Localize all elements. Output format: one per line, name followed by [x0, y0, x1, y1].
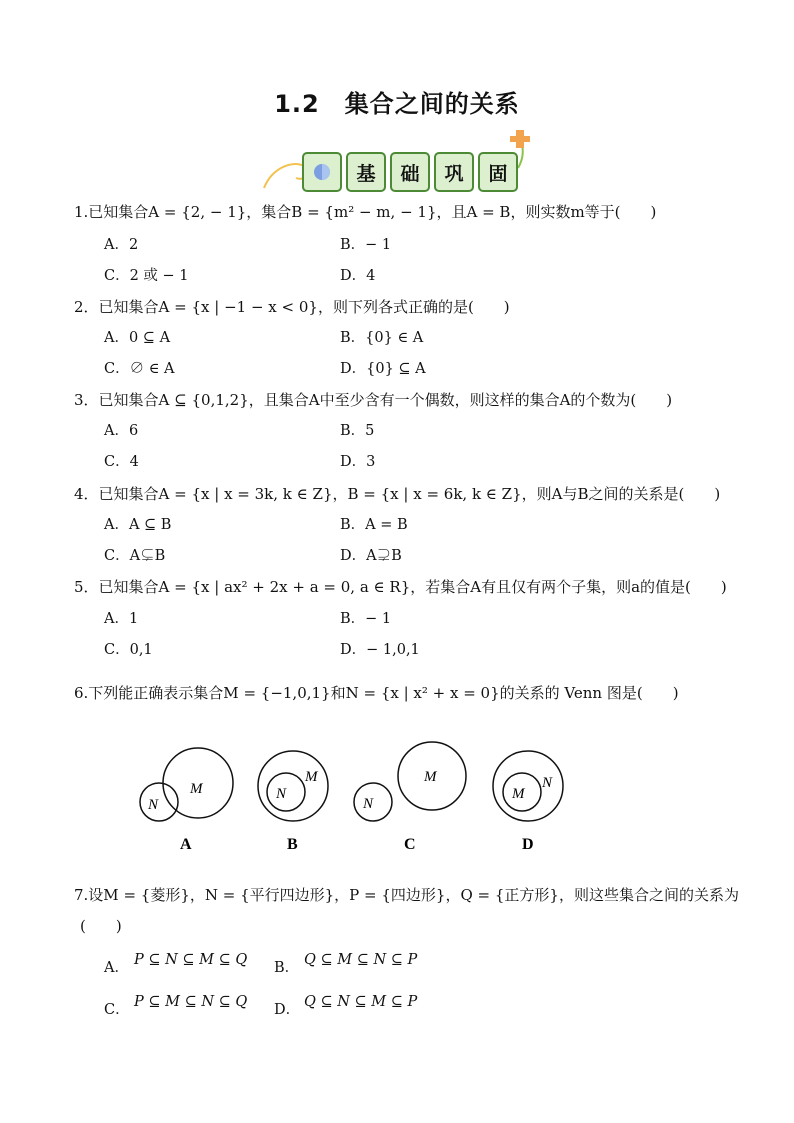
q1-option-a: A．2: [104, 237, 139, 253]
q3-option-a: A．6: [104, 423, 139, 439]
venn-d-label: D: [522, 836, 534, 853]
venn-c-inner-label: N: [363, 796, 374, 812]
question-1-stem: 1.已知集合A = {2, − 1}，集合B = {m² − m, − 1}，且A = B，则实数m等于( ): [74, 203, 657, 221]
q3-option-c: C．4: [104, 454, 139, 470]
question-4-stem: 4．已知集合A = {x | x = 3k, k ∈ Z}，B = {x | x = 6k, k ∈ Z}，则A与B之间的关系是( ): [74, 485, 721, 503]
venn-a-inner-label: N: [148, 797, 159, 813]
q7-option-a-text: P ⊆ N ⊆ M ⊆ Q: [134, 952, 248, 968]
question-5-stem: 5．已知集合A = {x | ax² + 2x + a = 0, a ∈ R}，若集合A有且仅有两个子集，则a的值是( ): [74, 578, 727, 596]
q7-option-d-text: Q ⊆ N ⊆ M ⊆ P: [304, 994, 418, 1010]
question-7-stem-paren: ( ): [80, 917, 122, 935]
q7-option-d-letter: D．: [274, 1002, 301, 1018]
q5-option-a: A．1: [104, 611, 139, 627]
q5-option-b: B．− 1: [340, 611, 392, 627]
q2-option-a: A．0 ⊆ A: [104, 330, 171, 346]
badge-char-1: 基: [346, 152, 386, 192]
badge-char-4: 固: [478, 152, 518, 192]
q1-option-c: C．2 或 − 1: [104, 268, 189, 284]
venn-c-label: C: [404, 836, 416, 853]
badge-char-2: 础: [390, 152, 430, 192]
venn-d: [493, 751, 563, 853]
venn-d-inner-label: M: [512, 786, 525, 802]
q4-option-c: C．A⊊B: [104, 548, 166, 564]
section-badge: [262, 128, 534, 196]
page-title: 1.2 集合之间的关系: [274, 90, 520, 118]
q4-option-b: B．A = B: [340, 517, 408, 533]
venn-a: [140, 748, 233, 853]
q2-option-b: B．{0} ∈ A: [340, 330, 424, 346]
venn-b-outer-label: M: [305, 769, 318, 785]
q7-option-c-letter: C．: [104, 1002, 130, 1018]
q2-option-c: C．∅ ∈ A: [104, 361, 175, 377]
q3-option-d: D．3: [340, 454, 376, 470]
globe-icon: [302, 152, 342, 192]
q7-option-c-text: P ⊆ M ⊆ N ⊆ Q: [134, 994, 248, 1010]
question-2-stem: 2．已知集合A = {x | −1 − x < 0}，则下列各式正确的是( ): [74, 298, 510, 316]
q5-option-c: C．0,1: [104, 642, 153, 658]
q7-option-b-text: Q ⊆ M ⊆ N ⊆ P: [304, 952, 418, 968]
badge-char-3: 巩: [434, 152, 474, 192]
q4-option-a: A．A ⊆ B: [104, 517, 172, 533]
venn-a-label: A: [180, 836, 192, 853]
q7-option-a-letter: A．: [104, 960, 129, 976]
venn-c-outer-label: M: [424, 769, 437, 785]
q1-option-d: D．4: [340, 268, 376, 284]
venn-b: [258, 751, 328, 853]
q7-option-b-letter: B．: [274, 960, 300, 976]
venn-b-label: B: [287, 836, 298, 853]
venn-a-outer-label: M: [190, 781, 203, 797]
venn-b-inner-label: N: [276, 786, 287, 802]
q5-option-d: D．− 1,0,1: [340, 642, 420, 658]
question-7-stem: 7.设M = {菱形}，N = {平行四边形}，P = {四边形}，Q = {正方形}，则这些集合之间的关系为: [74, 886, 739, 904]
q2-option-d: D．{0} ⊆ A: [340, 361, 426, 377]
q1-option-b: B．− 1: [340, 237, 392, 253]
venn-d-outer-label: N: [542, 775, 553, 791]
q4-option-d: D．A⊋B: [340, 548, 402, 564]
question-3-stem: 3．已知集合A ⊆ {0,1,2}，且集合A中至少含有一个偶数，则这样的集合A的个数为( ): [74, 391, 673, 409]
q3-option-b: B．5: [340, 423, 375, 439]
venn-diagrams: [130, 735, 580, 860]
question-6-stem: 6.下列能正确表示集合M = {−1,0,1}和N = {x | x² + x = 0}的关系的 Venn 图是( ): [74, 684, 679, 702]
venn-c: [354, 742, 466, 853]
